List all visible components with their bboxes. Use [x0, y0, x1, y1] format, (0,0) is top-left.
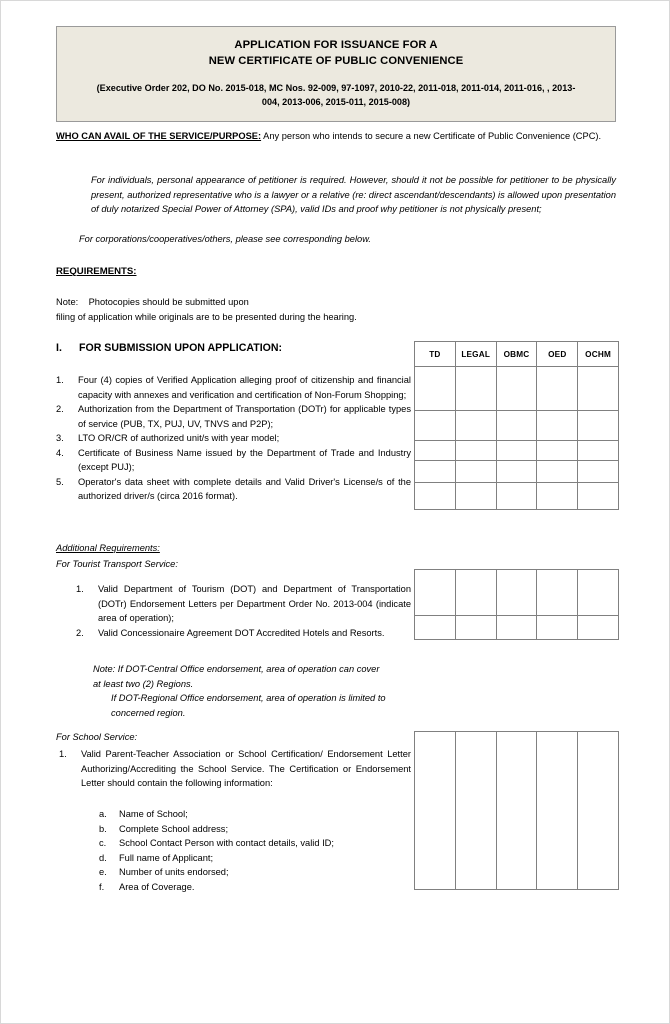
- list-text: Valid Parent-Teacher Association or School Certification/ Endorsement Letter Authorizing/Accrediting the School Service. The Certification or Endorsement Letter should contain the following information:: [81, 749, 411, 788]
- requirements-heading: REQUIREMENTS:: [56, 266, 137, 277]
- routing-cell[interactable]: [537, 570, 578, 616]
- list-text: Valid Department of Tourism (DOT) and Department of Transportation (DOTr) Endorsement Letters per Department Order No. 2013-004 (indicate area of operation);: [98, 584, 411, 623]
- routing-table-school[interactable]: [414, 731, 619, 890]
- list-text: Valid Concessionaire Agreement DOT Accredited Hotels and Resorts.: [98, 627, 385, 638]
- section-one-heading: FOR SUBMISSION UPON APPLICATION:: [79, 342, 283, 354]
- legal-basis-text: (Executive Order 202, DO No. 2015-018, MC Nos. 92-009, 97-1097, 2010-22, 2011-018, 2011-014, 2011-016, , 2013-004, 2013-006, 2015-011, 2015-008): [96, 83, 576, 107]
- routing-cell[interactable]: [496, 570, 537, 616]
- routing-cell[interactable]: [455, 483, 496, 510]
- routing-cell[interactable]: [455, 367, 496, 411]
- list-item: [56, 475, 411, 504]
- routing-cell[interactable]: [496, 616, 537, 640]
- tourist-service-list: [76, 582, 411, 640]
- list-text: Certificate of Business Name issued by the Department of Trade and Industry (except PUJ);: [78, 447, 411, 472]
- routing-cell[interactable]: [537, 441, 578, 461]
- routing-cell[interactable]: [578, 411, 619, 441]
- section-one-numeral: I.: [56, 342, 62, 354]
- table-row[interactable]: [415, 483, 619, 510]
- column-header-obmc: OBMC: [496, 342, 537, 367]
- school-service-subheading: For School Service:: [56, 732, 138, 742]
- list-item: [99, 865, 399, 880]
- table-row[interactable]: [415, 732, 619, 890]
- routing-cell[interactable]: [415, 411, 456, 441]
- routing-cell[interactable]: [578, 616, 619, 640]
- list-marker: f.: [99, 881, 105, 892]
- routing-cell[interactable]: [455, 411, 496, 441]
- list-marker: 1.: [59, 749, 67, 759]
- page-title-line-2: NEW CERTIFICATE OF PUBLIC CONVENIENCE: [208, 55, 464, 67]
- list-text: School Contact Person with contact details, valid ID;: [119, 838, 334, 848]
- routing-cell[interactable]: [496, 441, 537, 461]
- list-item: [59, 747, 411, 791]
- tourist-note-line-1: Note: If DOT-Central Office endorsement, area of operation can cover at least two (2) Regions.: [93, 664, 380, 689]
- list-marker: b.: [99, 823, 107, 834]
- individuals-italic-paragraph: For individuals, personal appearance of petitioner is required. However, should it not be possible for petitioner to be physically present, authorized representative who is a lawyer or a relative (re: direct ascendant/descendants) is allowed upon presentation of duly notarized Special Power of Attorney (SPA), valid IDs and proof why petitioner is not physically present;: [91, 175, 616, 214]
- corporations-italic-paragraph: For corporations/cooperatives/others, please see corresponding below.: [79, 234, 371, 244]
- routing-cell[interactable]: [496, 461, 537, 483]
- document-title-banner: [56, 26, 616, 122]
- list-marker: 1.: [56, 375, 64, 385]
- table-row[interactable]: [415, 441, 619, 461]
- section-one-list: [56, 373, 411, 504]
- list-item: [56, 431, 411, 446]
- column-header-td: TD: [415, 342, 456, 367]
- additional-requirements-heading: Additional Requirements:: [56, 543, 160, 553]
- routing-cell[interactable]: [415, 367, 456, 411]
- column-header-oed: OED: [537, 342, 578, 367]
- list-marker: e.: [99, 867, 107, 877]
- list-text: LTO OR/CR of authorized unit/s with year model;: [78, 433, 280, 443]
- routing-cell[interactable]: [455, 461, 496, 483]
- routing-cell[interactable]: [415, 483, 456, 510]
- list-text: Full name of Applicant;: [119, 852, 214, 863]
- who-can-avail-paragraph: [56, 129, 616, 144]
- routing-cell[interactable]: [455, 616, 496, 640]
- routing-cell[interactable]: [415, 461, 456, 483]
- routing-cell[interactable]: [578, 441, 619, 461]
- table-row[interactable]: [415, 616, 619, 640]
- routing-cell[interactable]: [537, 367, 578, 411]
- routing-cell[interactable]: [537, 411, 578, 441]
- list-text: Operator's data sheet with complete details and Valid Driver's License/s of the authorized driver/s (circa 2016 format).: [78, 476, 411, 501]
- routing-cell[interactable]: [455, 441, 496, 461]
- list-text: Number of units endorsed;: [119, 867, 229, 877]
- table-row[interactable]: [415, 570, 619, 616]
- routing-cell[interactable]: [455, 570, 496, 616]
- list-marker: 1.: [76, 584, 84, 594]
- list-marker: a.: [99, 809, 107, 819]
- list-item: [99, 880, 399, 895]
- routing-cell[interactable]: [496, 411, 537, 441]
- column-header-legal: LEGAL: [455, 342, 496, 367]
- table-row[interactable]: [415, 411, 619, 441]
- table-header-row: [415, 342, 619, 367]
- routing-cell[interactable]: [496, 367, 537, 411]
- routing-cell[interactable]: [578, 732, 619, 890]
- list-item: [99, 836, 399, 851]
- school-service-list: [59, 747, 411, 791]
- routing-cell[interactable]: [578, 461, 619, 483]
- list-item: [76, 626, 411, 641]
- table-row[interactable]: [415, 461, 619, 483]
- routing-cell[interactable]: [537, 616, 578, 640]
- list-marker: 2.: [76, 627, 84, 638]
- list-marker: d.: [99, 852, 107, 863]
- routing-cell[interactable]: [415, 441, 456, 461]
- routing-cell[interactable]: [496, 732, 537, 890]
- list-item: [99, 851, 399, 866]
- tourist-service-subheading: For Tourist Transport Service:: [56, 559, 178, 569]
- routing-cell[interactable]: [537, 461, 578, 483]
- table-row[interactable]: [415, 367, 619, 411]
- note-label: Note:: [56, 297, 79, 307]
- tourist-note-line-2: If DOT-Regional Office endorsement, area of operation is limited to concerned region.: [111, 693, 386, 718]
- routing-cell[interactable]: [578, 367, 619, 411]
- list-item: [56, 402, 411, 431]
- routing-cell[interactable]: [415, 732, 456, 890]
- list-item: [99, 807, 399, 822]
- routing-cell[interactable]: [496, 483, 537, 510]
- list-item: [56, 373, 411, 402]
- list-text: Four (4) copies of Verified Application alleging proof of citizenship and financial capacity with annexes and verification and certification of Non-Forum Shopping;: [78, 375, 411, 400]
- note-line-1: Photocopies should be submitted upon: [88, 297, 249, 307]
- requirements-note: [56, 295, 416, 324]
- who-can-avail-heading: WHO CAN AVAIL OF THE SERVICE/PURPOSE:: [56, 131, 262, 141]
- list-item: [56, 446, 411, 475]
- list-item: [99, 822, 399, 837]
- routing-cell[interactable]: [578, 483, 619, 510]
- routing-cell[interactable]: [578, 570, 619, 616]
- routing-cell[interactable]: [455, 732, 496, 890]
- routing-cell[interactable]: [415, 616, 456, 640]
- routing-cell[interactable]: [415, 570, 456, 616]
- list-text: Name of School;: [119, 809, 188, 819]
- note-line-2: filing of application while originals are to be presented during the hearing.: [56, 311, 357, 322]
- page-title-line-1: APPLICATION FOR ISSUANCE FOR A: [234, 39, 438, 51]
- routing-table-tourist[interactable]: [414, 569, 619, 640]
- list-text: Complete School address;: [119, 823, 229, 834]
- column-header-ochm: OCHM: [578, 342, 619, 367]
- list-marker: 4.: [56, 447, 64, 458]
- routing-cell[interactable]: [537, 732, 578, 890]
- list-marker: c.: [99, 838, 107, 848]
- list-marker: 2.: [56, 404, 64, 414]
- routing-cell[interactable]: [537, 483, 578, 510]
- school-information-sublist: [99, 807, 399, 894]
- list-text: Area of Coverage.: [119, 881, 195, 892]
- who-can-avail-body: Any person who intends to secure a new Certificate of Public Convenience (CPC).: [261, 131, 602, 141]
- list-marker: 5.: [56, 476, 64, 487]
- list-item: [76, 582, 411, 626]
- routing-table-main[interactable]: [414, 341, 619, 510]
- list-marker: 3.: [56, 433, 64, 443]
- list-text: Authorization from the Department of Transportation (DOTr) for applicable types of service (PUB, TX, PUJ, UV, TNVS and P2P);: [78, 404, 411, 429]
